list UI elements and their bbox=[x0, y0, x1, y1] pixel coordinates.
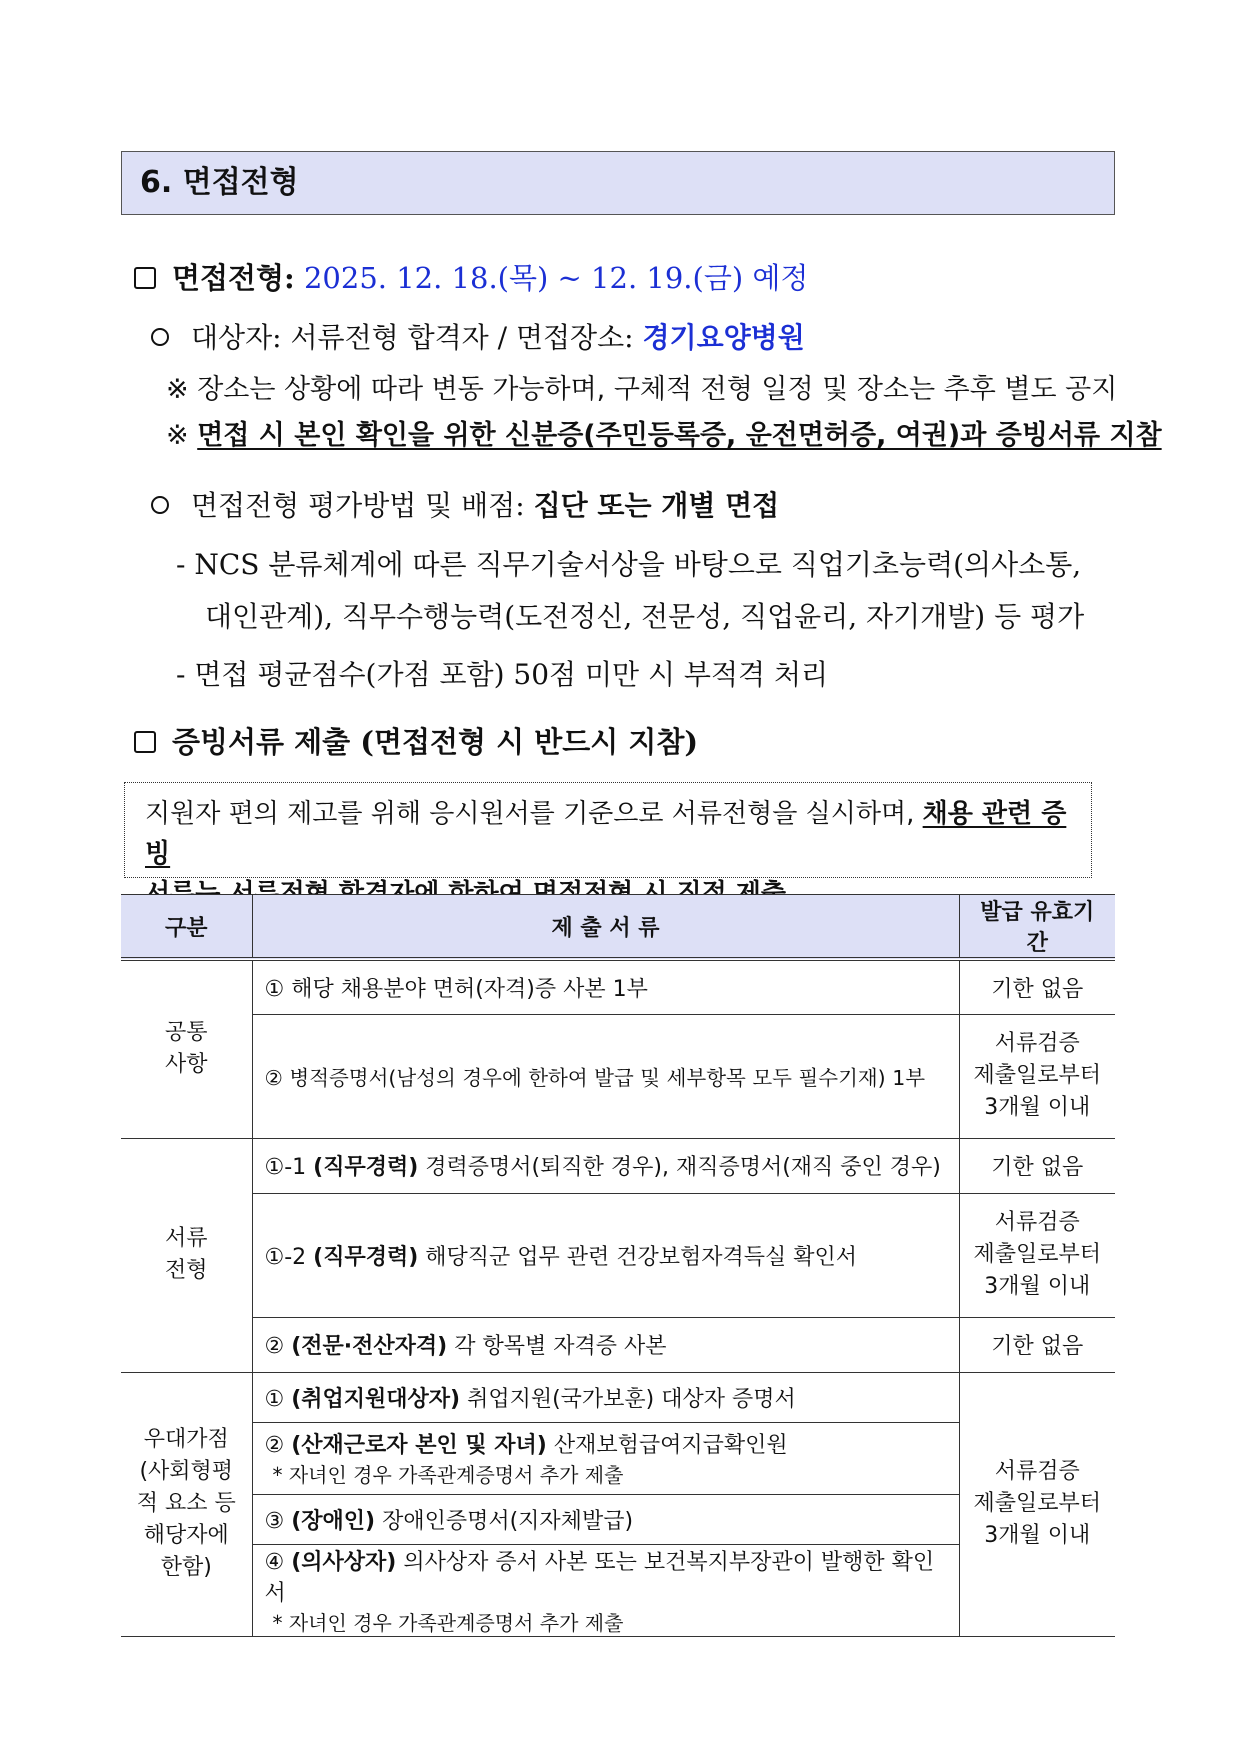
note-schedule-change: ※ 장소는 상황에 따라 변동 가능하며, 구체적 전형 일정 및 장소는 추후 별도 공지 bbox=[166, 374, 1118, 405]
target-text: 대상자: 서류전형 합격자 / 면접장소: bbox=[191, 321, 634, 354]
documents-heading bbox=[134, 720, 698, 761]
evaluation-method: 집단 또는 개별 면접 bbox=[533, 489, 780, 522]
evaluation-detail-1: - NCS 분류체계에 따른 직무기술서상을 바탕으로 직업기초능력(의사소통, bbox=[176, 548, 1082, 581]
validity-cell: 기한 없음 bbox=[959, 1317, 1115, 1372]
validity-cell: 기한 없음 bbox=[959, 959, 1115, 1014]
target-line bbox=[151, 316, 805, 356]
circle-bullet-icon bbox=[151, 328, 169, 346]
validity-cell: 서류검증 제출일로부터 3개월 이내 bbox=[959, 1193, 1115, 1317]
documents-table bbox=[121, 894, 1115, 1637]
doc-cell: ② (전문·전산자격) 각 항목별 자격증 사본 bbox=[252, 1317, 959, 1372]
doc-cell: ③ (장애인) 장애인증명서(지자체발급) bbox=[252, 1494, 959, 1544]
schedule-line bbox=[134, 256, 808, 297]
validity-cell: 서류검증 제출일로부터 3개월 이내 bbox=[959, 1372, 1115, 1636]
evaluation-detail-1-cont: 대인관계), 직무수행능력(도전정신, 전문성, 직업윤리, 자기개발) 등 평가 bbox=[205, 600, 1085, 633]
category-document-screening: 서류 전형 bbox=[121, 1138, 252, 1372]
validity-cell: 서류검증 제출일로부터 3개월 이내 bbox=[959, 1014, 1115, 1138]
note-bring-id-text: 면접 시 본인 확인을 위한 신분증(주민등록증, 운전면허증, 여권)과 증빙서류 지참 bbox=[197, 420, 1162, 451]
table-row bbox=[121, 1372, 1115, 1422]
section-title: 6. 면접전형 bbox=[121, 151, 1115, 215]
header-category: 구분 bbox=[121, 895, 252, 960]
documents-notice-box bbox=[124, 782, 1092, 878]
evaluation-detail-2: - 면접 평균점수(가점 포함) 50점 미만 시 부적격 처리 bbox=[176, 658, 829, 691]
header-validity: 발급 유효기간 bbox=[959, 895, 1115, 960]
doc-cell: ① (취업지원대상자) 취업지원(국가보훈) 대상자 증명서 bbox=[252, 1372, 959, 1422]
notice-text: 지원자 편의 제고를 위해 응시원서를 기준으로 서류전형을 실시하며, bbox=[145, 799, 923, 829]
note-marker: ※ bbox=[166, 420, 198, 451]
doc-cell: ① 해당 채용분야 면허(자격)증 사본 1부 bbox=[252, 959, 959, 1014]
notice-emphasis-1: 채용 관련 증빙 bbox=[145, 799, 1067, 869]
table-header-row bbox=[121, 895, 1115, 960]
table-row bbox=[121, 1193, 1115, 1317]
circle-bullet-icon bbox=[151, 496, 169, 514]
checkbox-square-icon bbox=[134, 267, 156, 289]
category-common: 공통 사항 bbox=[121, 959, 252, 1138]
doc-cell: ①-1 (직무경력) 경력증명서(퇴직한 경우), 재직증명서(재직 중인 경우) bbox=[252, 1138, 959, 1193]
evaluation-text: 면접전형 평가방법 및 배점: bbox=[191, 489, 525, 522]
doc-note: * 자녀인 경우 가족관계증명서 추가 제출 bbox=[272, 1463, 624, 1487]
interview-place: 경기요양병원 bbox=[642, 321, 805, 354]
doc-cell: ② (산재근로자 본인 및 자녀) 산재보험급여지급확인원 * 자녀인 경우 가족관계증명서 추가 제출 bbox=[252, 1422, 959, 1494]
category-preferential: 우대가점 (사회형평 적 요소 등 해당자에 한함) bbox=[121, 1372, 252, 1636]
header-documents: 제 출 서 류 bbox=[252, 895, 959, 960]
doc-cell: ④ (의사상자) 의사상자 증서 사본 또는 보건복지부장관이 발행한 확인서 * 자녀인 경우 가족관계증명서 추가 제출 bbox=[252, 1544, 959, 1636]
schedule-label: 면접전형: bbox=[172, 261, 295, 295]
checkbox-square-icon bbox=[134, 731, 156, 753]
doc-note: * 자녀인 경우 가족관계증명서 추가 제출 bbox=[272, 1610, 624, 1635]
note-bring-id bbox=[166, 413, 1162, 452]
table-row bbox=[121, 1138, 1115, 1193]
table-row bbox=[121, 1014, 1115, 1138]
doc-cell: ② 병적증명서(남성의 경우에 한하여 발급 및 세부항목 모두 필수기재) 1부 bbox=[252, 1014, 959, 1138]
validity-cell: 기한 없음 bbox=[959, 1138, 1115, 1193]
table-row bbox=[121, 1317, 1115, 1372]
doc-cell: ①-2 (직무경력) 해당직군 업무 관련 건강보험자격득실 확인서 bbox=[252, 1193, 959, 1317]
evaluation-line bbox=[151, 484, 779, 524]
documents-heading-text: 증빙서류 제출 (면접전형 시 반드시 지참) bbox=[172, 725, 699, 759]
table-row bbox=[121, 959, 1115, 1014]
schedule-date: 2025. 12. 18.(목) ~ 12. 19.(금) 예정 bbox=[303, 261, 809, 295]
